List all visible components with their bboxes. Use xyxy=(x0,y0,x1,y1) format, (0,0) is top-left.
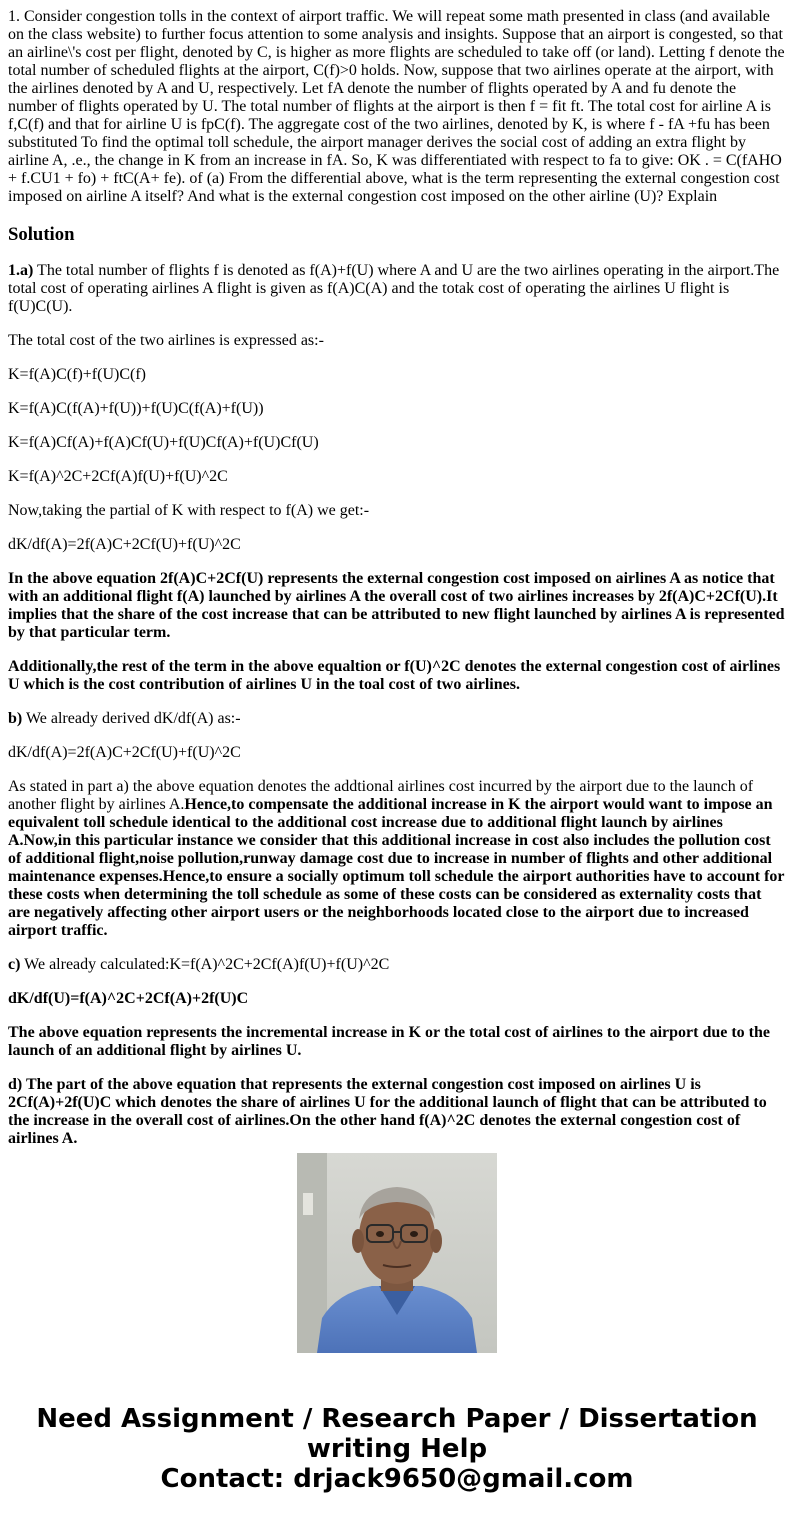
equation-7: dK/df(U)=f(A)^2C+2Cf(A)+2f(U)C xyxy=(8,990,249,1007)
question-text: 1. Consider congestion tolls in the context of airport traffic. We will repeat some math presented in class (and available on the class website) to further focus attention to some analysis and insights. Suppose that an airport is congested, so that an airline\'s cost per flight, denoted by C, is higher as more flights are scheduled to take off (or land). Letting f denote the total number of scheduled flights at the airport, C(f)>0 holds. Now, suppose that two airlines operate at the airport, with the airlines denoted by A and U, respectively. Let fA denote the number of flights operated by A and fu denote the number of flights operated by U. The total number of flights at the airport is then f = fit ft. The total cost for airline A is f,C(f) and that for airline U is fpC(f). The aggregate cost of the two airlines, denoted by K, is where f - fA +fu has been substituted To find the optimal toll schedule, the airport manager derives the social cost of adding an extra flight by airline A, .e., the change in K from an increase in fA. So, K was differentiated with respect to fa to give: OK . = C(fAHO + f.CU1 + fo) + ftC(A+ fe). of (a) From the differential above, what is the term representing the external congestion cost imposed on airline A itself? And what is the external congestion cost imposed on the other airline (U)? Explain xyxy=(8,8,785,205)
total-cost-intro: The total cost of the two airlines is expressed as:- xyxy=(8,332,324,349)
avatar xyxy=(297,1153,497,1353)
footer-banner xyxy=(0,1404,794,1494)
footer-line-2: writing Help xyxy=(306,1434,488,1464)
equation-1: K=f(A)C(f)+f(U)C(f) xyxy=(8,366,146,383)
document-body xyxy=(8,8,786,1147)
part-c-text: We already calculated:K=f(A)^2C+2Cf(A)f(U)+f(U)^2C xyxy=(20,956,390,973)
explanation-bold-1: In the above equation 2f(A)C+2Cf(U) represents the external congestion cost imposed on airlines A as notice that with an additional flight f(A) launched by airlines A the overall cost of two airlines increases by 2f(A)C+2Cf(U).It implies that the share of the cost increase that can be attributed to new flight launched by airlines A is represented by that particular term. xyxy=(8,570,785,641)
part-c-label: c) xyxy=(8,956,21,973)
equation-5: dK/df(A)=2f(A)C+2Cf(U)+f(U)^2C xyxy=(8,536,241,553)
part-b-text: We already derived dK/df(A) as:- xyxy=(22,710,241,727)
explanation-bold-2: Additionally,the rest of the term in the above equaltion or f(U)^2C denotes the external congestion cost of airlines U which is the cost contribution of airlines U in the toal cost of two airlines. xyxy=(8,658,781,693)
part-a-text: The total number of flights f is denoted as f(A)+f(U) where A and U are the two airlines operating in the airport.The total cost of operating airlines A flight is given as f(A)C(A) and the totak cost of operating the airlines U flight is f(U)C(U). xyxy=(8,262,780,315)
footer-contact: Contact: drjack9650@gmail.com xyxy=(160,1464,634,1494)
partial-intro: Now,taking the partial of K with respect to f(A) we get:- xyxy=(8,502,370,519)
equation-3: K=f(A)Cf(A)+f(A)Cf(U)+f(U)Cf(A)+f(U)Cf(U) xyxy=(8,434,319,451)
part-c-paragraph xyxy=(8,956,786,974)
equation-6: dK/df(A)=2f(A)C+2Cf(U)+f(U)^2C xyxy=(8,744,241,761)
part-d-paragraph: d) The part of the above equation that represents the external congestion cost imposed on airlines U is 2Cf(A)+2f(U)C which denotes the share of airlines U for the additional launch of flight that can be attributed to the increase in the overall cost of airlines.On the other hand f(A)^2C denotes the external congestion cost of airlines A. xyxy=(8,1076,767,1147)
equation-2: K=f(A)C(f(A)+f(U))+f(U)C(f(A)+f(U)) xyxy=(8,400,264,417)
footer-line-1: Need Assignment / Research Paper / Dissertation xyxy=(36,1404,758,1434)
equation-4: K=f(A)^2C+2Cf(A)f(U)+f(U)^2C xyxy=(8,468,228,485)
part-b-explanation: As stated in part a) the above equation denotes the addtional airlines cost incurred by the airport due to the launch of another flight by airlines A.Hence,to compensate the additional increase in K the airport would want to impose an equivalent toll schedule identical to the additional cost increase due to additional flight launch by airlines A.Now,in this particular instance we consider that this additional increase in cost also includes the pollution cost of additional flight,noise pollution,runway damage cost due to increase in number of flights and other additional maintenance expenses.Hence,to ensure a socially optimum toll schedule the airport authorities have to account for these costs when determining the toll schedule as some of these costs can be considered as externality costs that are negatively affecting other airport users or the neighborhoods located close to the airport due to increased airport traffic. xyxy=(8,778,785,939)
part-b-label: b) xyxy=(8,710,23,727)
explanation-bold-3: The above equation represents the incremental increase in K or the total cost of airlines to the airport due to the launch of an additional flight by airlines U. xyxy=(8,1024,770,1059)
solution-heading: Solution xyxy=(8,224,75,245)
solution-paragraph-1a xyxy=(8,262,786,316)
person-portrait-image xyxy=(297,1153,497,1353)
part-b-paragraph xyxy=(8,710,786,728)
part-a-label: 1.a) xyxy=(8,262,34,279)
